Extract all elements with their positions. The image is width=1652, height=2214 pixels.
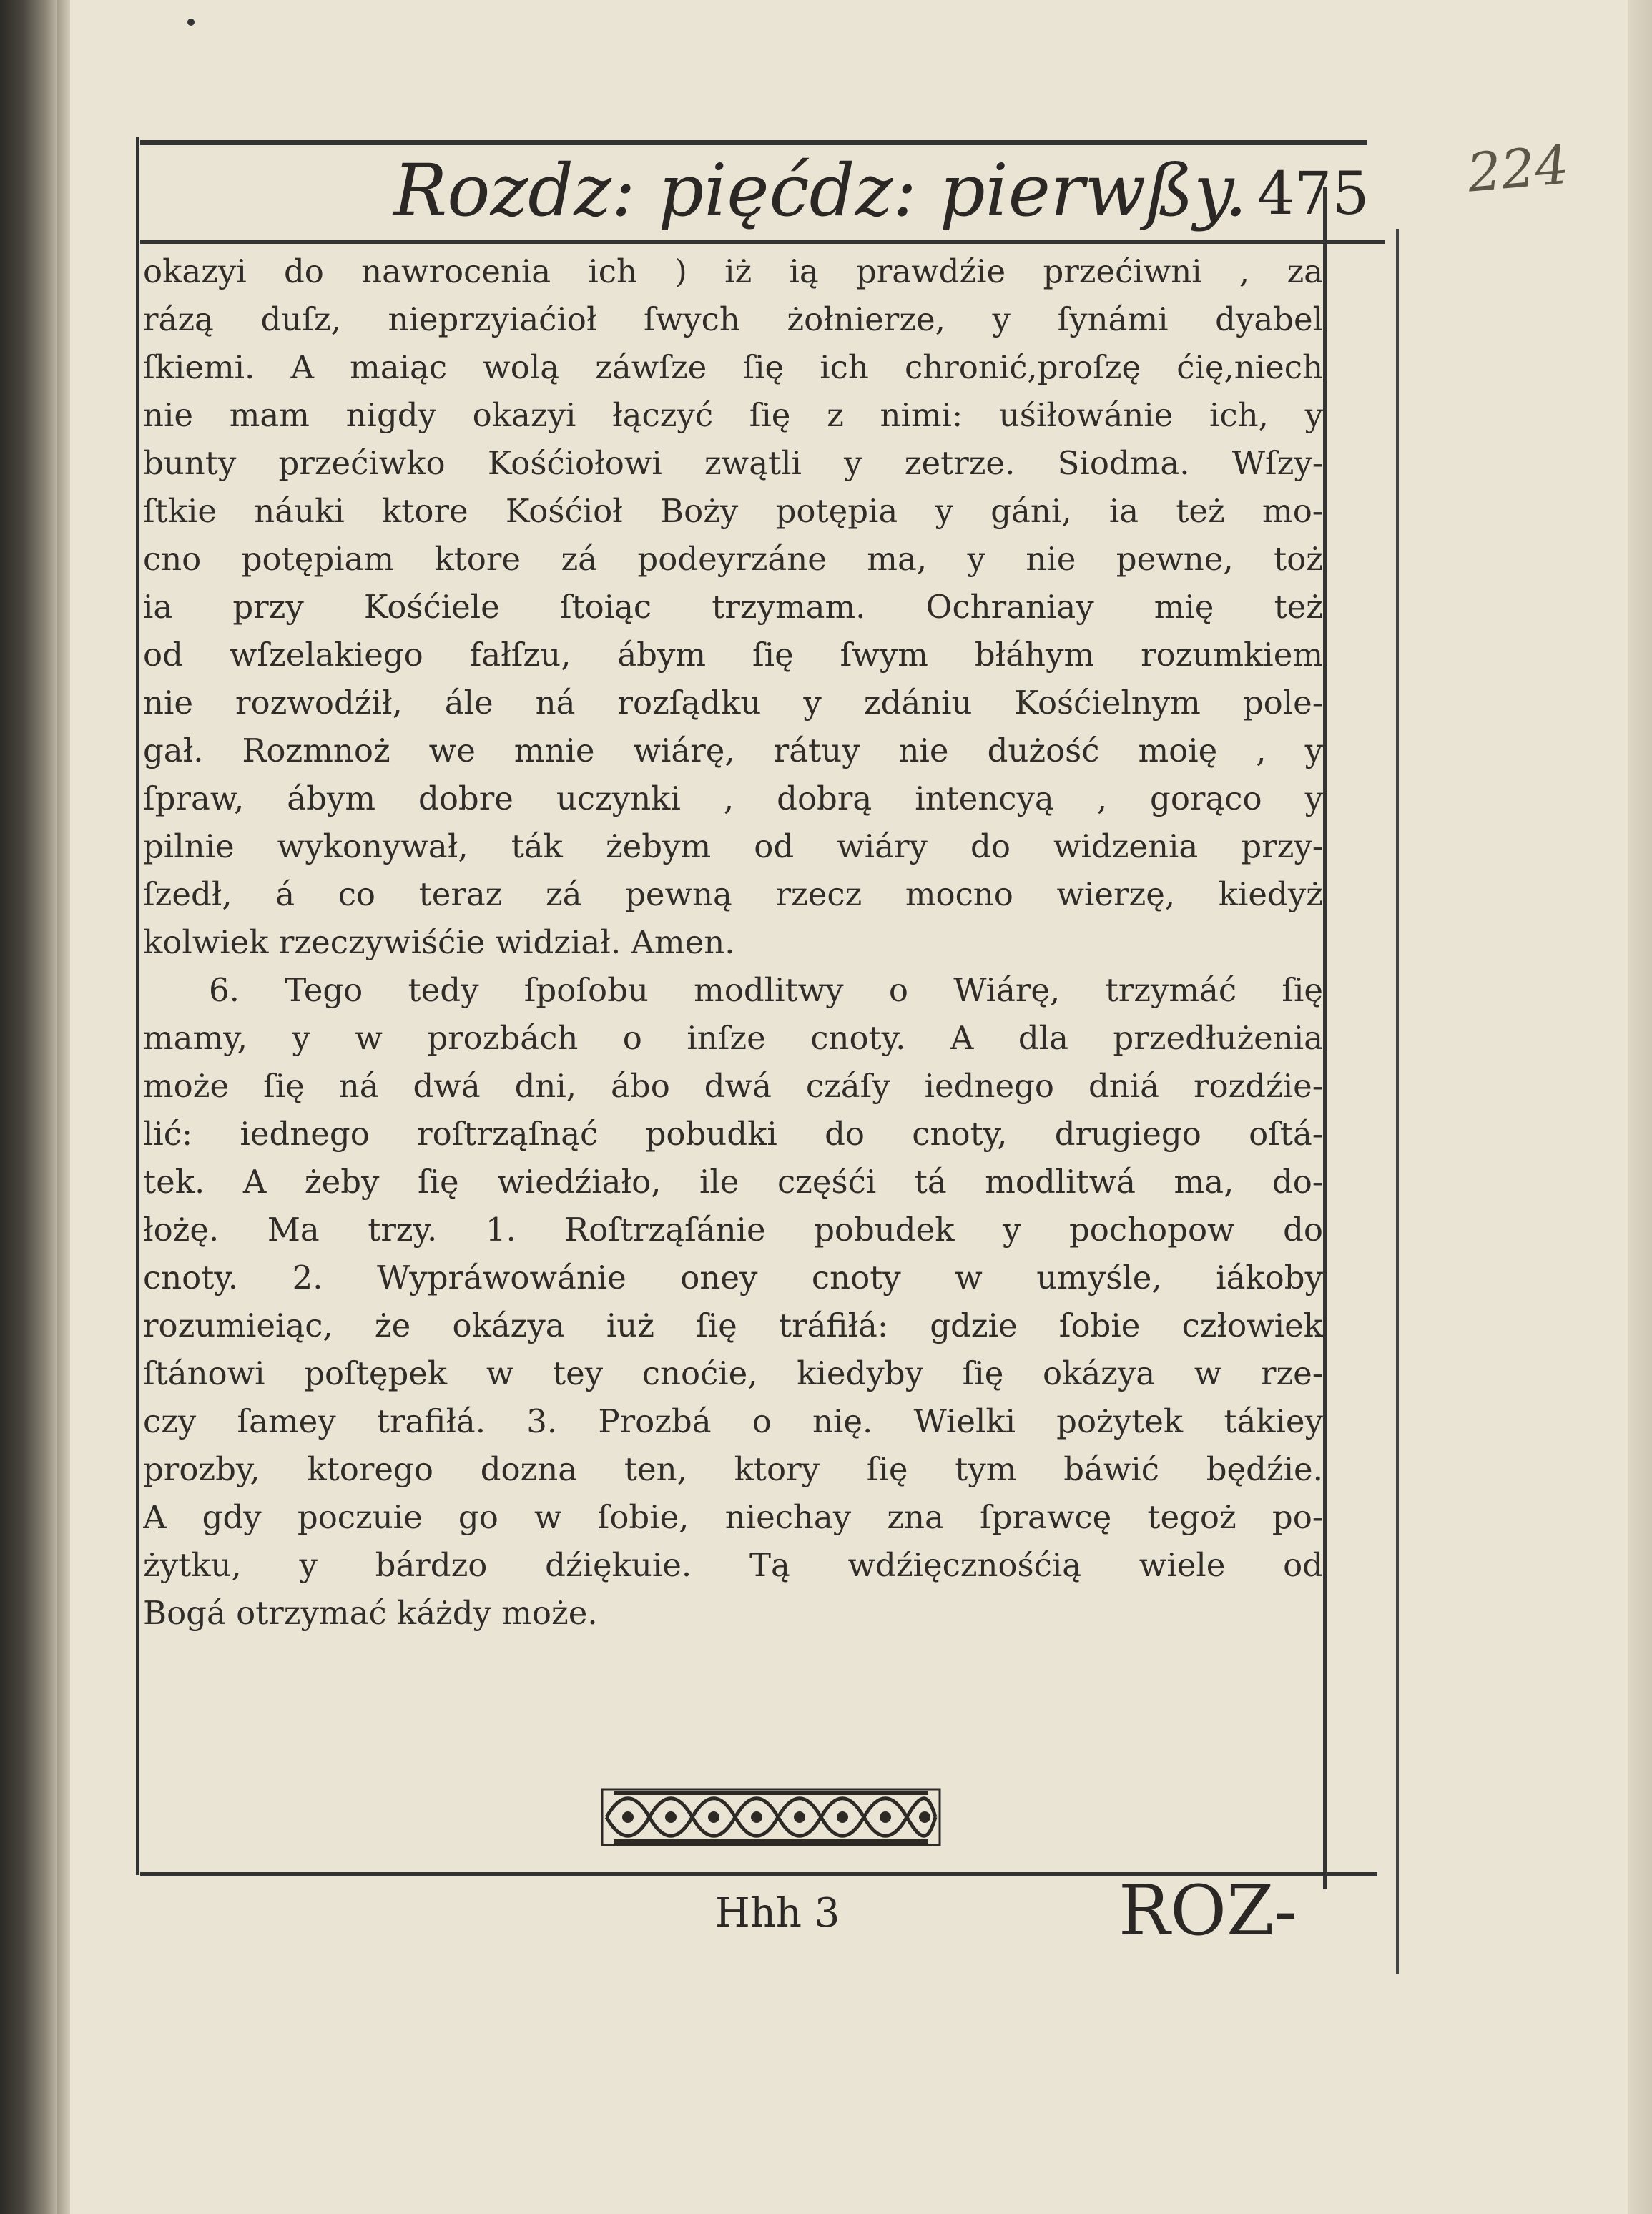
text-line: gał. Rozmnoż we mnie wiárę, rátuy nie dużość moię , y: [143, 732, 1323, 769]
binding-edge: [57, 0, 70, 2214]
left-frame-rule: [136, 137, 139, 1875]
text-line: ſzedł, á co teraz zá pewną rzecz mocno wierzę, kiedyż: [143, 875, 1323, 913]
text-line: ſkiemi. A maiąc wolą záwſze ſię ich chronić,proſzę ćię,niech: [143, 348, 1323, 386]
text-line: nie rozwodźił, ále ná rozſądku y zdániu Kośćielnym pole-: [143, 684, 1323, 722]
text-line: lić: iednego roſtrząſnąć pobudki do cnoty, drugiego oſtá-: [143, 1115, 1323, 1153]
text-line: czy ſamey trafiłá. 3. Prozbá o nię. Wielki pożytek tákiey: [143, 1402, 1323, 1440]
text-line: rozumieiąc, że okázya iuż ſię tráfiłá: gdzie ſobie człowiek: [143, 1307, 1323, 1344]
outer-right-rule: [1396, 229, 1399, 1974]
text-line: cno potępiam ktore zá podeyrzáne ma, y nie pewne, toż: [143, 540, 1323, 578]
catchword: ROZ-: [1118, 1871, 1298, 1951]
handwritten-folio-number: 224: [1465, 134, 1571, 205]
text-line: tek. A żeby ſię wiedźiało, ile częśći tá modlitwá ma, do-: [143, 1163, 1323, 1201]
text-line: cnoty. 2. Wypráwowánie oney cnoty w umyśle, iákoby: [143, 1259, 1323, 1297]
text-line: okazyi do nawrocenia ich ) iż ią prawdźie przećiwni , za: [143, 252, 1323, 290]
text-line: może ſię ná dwá dni, ábo dwá czáſy iednego dniá rozdźie-: [143, 1067, 1323, 1105]
header-rule: [140, 240, 1385, 244]
text-line: bunty przećiwko Kośćiołowi zwątli y zetrze. Siodma. Wſzy-: [143, 444, 1323, 482]
text-line: łożę. Ma trzy. 1. Roſtrząſánie pobudek y pochopow do: [143, 1211, 1323, 1249]
paragraph-6-start: 6. Tego tedy ſpoſobu modlitwy o Wiárę, trzymáć ſię: [209, 971, 1323, 1009]
text-line: ſpraw, ábym dobre uczynki , dobrą intencyą , gorąco y: [143, 779, 1323, 817]
text-line: kolwiek rzeczywiśćie widział. Amen.: [143, 923, 735, 961]
text-line: żytku, y bárdzo dźiękuie. Tą wdźięcznośćią wiele od: [143, 1546, 1323, 1584]
page-number: 475: [1257, 160, 1370, 228]
signature-mark: Hhh 3: [715, 1890, 840, 1937]
book-gutter: [0, 0, 57, 2214]
text-line: mamy, y w prozbách o inſze cnoty. A dla przedłużenia: [143, 1019, 1323, 1057]
running-head: Rozdz: pięćdz: pierwßy.: [393, 149, 1248, 232]
text-line: Bogá otrzymać káżdy może.: [143, 1594, 598, 1632]
text-line: nie mam nigdy okazyi łączyć ſię z nimi: uśiłowánie ich, y: [143, 396, 1323, 434]
page-fore-edge: [1628, 0, 1652, 2214]
printers-ornament: [599, 1784, 943, 1851]
text-line: A gdy poczuie go w ſobie, niechay zna ſprawcę tegoż po-: [143, 1498, 1323, 1536]
text-line: ia przy Kośćiele ſtoiąc trzymam. Ochraniay mię też: [143, 588, 1323, 626]
text-line: rázą duſz, nieprzyiaćioł ſwych żołnierze, y ſynámi dyabel: [143, 300, 1323, 338]
ink-dot: [187, 19, 195, 26]
text-line: ſtkie náuki ktore Kośćioł Boży potępia y gáni, ia też mo-: [143, 492, 1323, 530]
text-line: prozby, ktorego dozna ten, ktory ſię tym báwić będźie.: [143, 1450, 1323, 1488]
body-text: [143, 247, 1323, 1742]
text-line: pilnie wykonywał, ták żebym od wiáry do widzenia przy-: [143, 827, 1323, 865]
right-frame-rule: [1323, 187, 1327, 1889]
text-line: ſtánowi poſtępek w tey cnoćie, kiedyby ſię okázya w rze-: [143, 1354, 1323, 1392]
text-line: od wſzelakiego fałſzu, ábym ſię ſwym błáhym rozumkiem: [143, 636, 1323, 674]
